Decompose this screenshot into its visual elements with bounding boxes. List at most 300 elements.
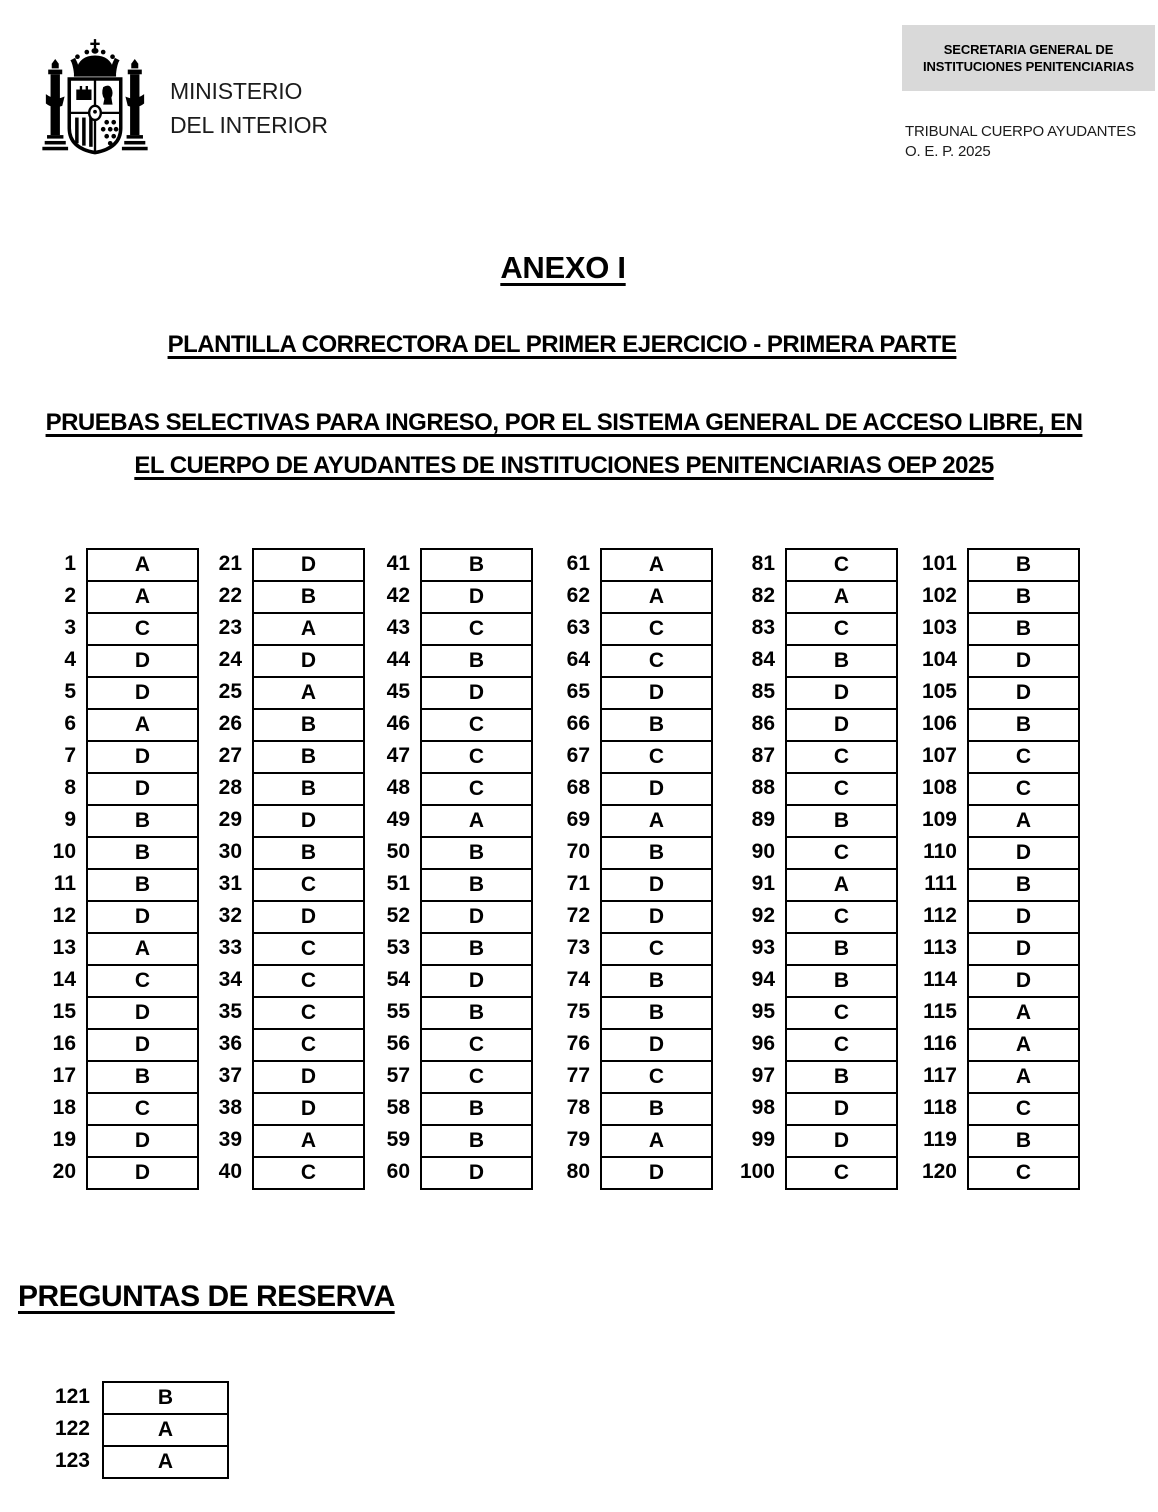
reserve-questions-title: PREGUNTAS DE RESERVA (18, 1280, 395, 1313)
annex-title: ANEXO I (500, 250, 626, 285)
reserve-answer-table (20, 1381, 229, 1479)
answer-cell: D (252, 804, 365, 838)
answer-row (30, 772, 199, 806)
question-number: 65 (566, 680, 590, 703)
answer-cell: C (86, 612, 199, 646)
answer-row (904, 772, 1080, 806)
question-number: 37 (218, 1064, 242, 1087)
answer-row (722, 932, 898, 966)
answer-cell: C (600, 1060, 713, 1094)
question-number: 57 (386, 1064, 410, 1087)
answer-cell: A (600, 548, 713, 582)
answer-row (196, 708, 365, 742)
answer-cell: B (967, 580, 1080, 614)
question-number: 91 (751, 872, 775, 895)
answer-cell: B (967, 612, 1080, 646)
question-number: 8 (64, 776, 76, 799)
answer-row (364, 1092, 533, 1126)
answer-cell: C (967, 1092, 1080, 1126)
answer-row (364, 708, 533, 742)
question-number: 89 (751, 808, 775, 831)
answer-row (904, 836, 1080, 870)
question-number: 105 (921, 680, 957, 703)
answer-row (544, 676, 713, 710)
question-number: 101 (921, 552, 957, 575)
answer-cell: A (86, 708, 199, 742)
question-number: 111 (924, 872, 957, 895)
question-number: 9 (64, 808, 76, 831)
answer-row (30, 868, 199, 902)
answer-row (544, 1028, 713, 1062)
answer-row (30, 644, 199, 678)
answer-cell: D (420, 900, 533, 934)
question-number: 7 (64, 744, 76, 767)
question-number: 14 (52, 968, 76, 991)
answer-cell: D (86, 996, 199, 1030)
question-number: 93 (751, 936, 775, 959)
answer-cell: B (86, 804, 199, 838)
answer-row (196, 836, 365, 870)
answer-cell: C (252, 1028, 365, 1062)
answer-grid-column (364, 548, 533, 1190)
answer-row (722, 772, 898, 806)
answer-row (544, 932, 713, 966)
question-number: 67 (566, 744, 590, 767)
question-number: 94 (751, 968, 775, 991)
answer-cell: C (600, 932, 713, 966)
secretaria-line2: INSTITUCIONES PENITENCIARIAS (923, 59, 1134, 74)
secretaria-general-box (902, 25, 1155, 91)
answer-cell: D (967, 900, 1080, 934)
answer-cell: C (967, 740, 1080, 774)
question-number: 44 (386, 648, 410, 671)
answer-cell: A (600, 580, 713, 614)
question-number: 64 (566, 648, 590, 671)
answer-row (722, 996, 898, 1030)
question-number: 62 (566, 584, 590, 607)
answer-cell: A (86, 548, 199, 582)
question-number: 61 (566, 552, 590, 575)
question-number: 32 (218, 904, 242, 927)
answer-cell: C (420, 612, 533, 646)
answer-cell: C (420, 708, 533, 742)
spain-coat-of-arms-icon (36, 38, 154, 162)
answer-cell: C (86, 964, 199, 998)
question-number: 16 (52, 1032, 76, 1055)
document-subtitle: PLANTILLA CORRECTORA DEL PRIMER EJERCICIO - PRIMERA PARTE (167, 331, 957, 358)
question-number: 26 (218, 712, 242, 735)
tribunal-line1: TRIBUNAL CUERPO AYUDANTES (905, 123, 1136, 140)
answer-cell: B (420, 644, 533, 678)
question-number: 78 (566, 1096, 590, 1119)
main-heading (0, 401, 1128, 487)
answer-cell: C (785, 996, 898, 1030)
answer-cell: C (252, 932, 365, 966)
question-number: 39 (218, 1128, 242, 1151)
question-number: 115 (923, 1000, 957, 1023)
question-number: 114 (923, 968, 957, 991)
answer-cell: A (420, 804, 533, 838)
answer-row (544, 708, 713, 742)
answer-cell: C (967, 772, 1080, 806)
answer-cell: D (252, 900, 365, 934)
answer-cell: B (785, 804, 898, 838)
ministry-line2: DEL INTERIOR (170, 112, 328, 138)
question-number: 47 (386, 744, 410, 767)
question-number: 97 (751, 1064, 775, 1087)
answer-row (30, 1060, 199, 1094)
answer-row (904, 996, 1080, 1030)
answer-row (196, 868, 365, 902)
question-number: 79 (566, 1128, 590, 1151)
answer-row (20, 1381, 229, 1415)
answer-row (722, 612, 898, 646)
question-number: 46 (386, 712, 410, 735)
answer-row (196, 964, 365, 998)
answer-row (722, 900, 898, 934)
answer-row (196, 900, 365, 934)
answer-cell: A (967, 804, 1080, 838)
question-number: 34 (218, 968, 242, 991)
main-heading-line1: PRUEBAS SELECTIVAS PARA INGRESO, POR EL SISTEMA GENERAL DE ACCESO LIBRE, EN (45, 409, 1083, 436)
question-number: 53 (386, 936, 410, 959)
question-number: 72 (566, 904, 590, 927)
answer-row (30, 676, 199, 710)
answer-cell: D (600, 772, 713, 806)
answer-row (364, 772, 533, 806)
answer-row (364, 804, 533, 838)
answer-row (30, 1028, 199, 1062)
answer-row (722, 1028, 898, 1062)
answer-cell: B (785, 1060, 898, 1094)
answer-cell: B (420, 868, 533, 902)
answer-row (30, 1124, 199, 1158)
answer-cell: D (86, 644, 199, 678)
answer-row (364, 740, 533, 774)
question-number: 52 (386, 904, 410, 927)
question-number: 19 (52, 1128, 76, 1151)
answer-cell: D (86, 772, 199, 806)
question-number: 63 (566, 616, 590, 639)
answer-cell: B (420, 932, 533, 966)
answer-row (364, 612, 533, 646)
answer-cell: B (420, 996, 533, 1030)
answer-cell: A (785, 868, 898, 902)
answer-cell: B (420, 1124, 533, 1158)
answer-cell: B (86, 1060, 199, 1094)
answer-row (544, 996, 713, 1030)
question-number: 71 (566, 872, 590, 895)
answer-cell: D (967, 932, 1080, 966)
question-number: 112 (923, 904, 957, 927)
question-number: 104 (921, 648, 957, 671)
answer-cell: D (420, 1156, 533, 1190)
question-number: 76 (566, 1032, 590, 1055)
question-number: 84 (751, 648, 775, 671)
answer-row (544, 964, 713, 998)
answer-row (544, 612, 713, 646)
answer-row (904, 580, 1080, 614)
answer-row (904, 804, 1080, 838)
answer-cell: D (967, 676, 1080, 710)
question-number: 30 (218, 840, 242, 863)
answer-cell: D (785, 1124, 898, 1158)
question-number: 102 (921, 584, 957, 607)
question-number: 20 (52, 1160, 76, 1183)
answer-cell: D (600, 676, 713, 710)
answer-cell: A (600, 804, 713, 838)
question-number: 56 (386, 1032, 410, 1055)
answer-cell: C (967, 1156, 1080, 1190)
answer-row (722, 1060, 898, 1094)
question-number: 88 (751, 776, 775, 799)
answer-row (904, 1028, 1080, 1062)
answer-cell: A (967, 1060, 1080, 1094)
answer-cell: D (252, 1092, 365, 1126)
answer-row (30, 708, 199, 742)
question-number: 117 (923, 1064, 957, 1087)
question-number: 122 (54, 1417, 90, 1440)
answer-cell: B (102, 1381, 229, 1415)
answer-cell: C (252, 1156, 365, 1190)
question-number: 95 (751, 1000, 775, 1023)
answer-cell: D (600, 1028, 713, 1062)
answer-row (904, 932, 1080, 966)
answer-row (364, 932, 533, 966)
answer-row (364, 1028, 533, 1062)
question-number: 6 (64, 712, 76, 735)
question-number: 96 (751, 1032, 775, 1055)
answer-grid-column (722, 548, 898, 1190)
answer-row (544, 1092, 713, 1126)
question-number: 66 (566, 712, 590, 735)
answer-row (30, 964, 199, 998)
answer-grid-column (196, 548, 365, 1190)
question-number: 107 (921, 744, 957, 767)
question-number: 21 (218, 552, 242, 575)
answer-cell: B (252, 708, 365, 742)
question-number: 50 (386, 840, 410, 863)
answer-cell: D (785, 1092, 898, 1126)
answer-row (904, 1156, 1080, 1190)
answer-row (904, 1124, 1080, 1158)
answer-row (364, 676, 533, 710)
answer-row (196, 996, 365, 1030)
question-number: 116 (923, 1032, 957, 1055)
answer-row (364, 580, 533, 614)
answer-row (722, 836, 898, 870)
answer-row (30, 804, 199, 838)
answer-row (364, 836, 533, 870)
answer-row (722, 804, 898, 838)
question-number: 80 (566, 1160, 590, 1183)
answer-cell: C (785, 548, 898, 582)
answer-row (364, 996, 533, 1030)
answer-row (196, 580, 365, 614)
answer-row (20, 1445, 229, 1479)
answer-grid-column (544, 548, 713, 1190)
question-number: 81 (751, 552, 775, 575)
answer-row (544, 580, 713, 614)
question-number: 28 (218, 776, 242, 799)
answer-row (30, 612, 199, 646)
answer-cell: C (785, 772, 898, 806)
answer-row (904, 1060, 1080, 1094)
answer-cell: D (420, 676, 533, 710)
answer-row (30, 580, 199, 614)
question-number: 2 (64, 584, 76, 607)
answer-cell: B (252, 772, 365, 806)
answer-cell: D (967, 964, 1080, 998)
answer-cell: C (785, 1156, 898, 1190)
question-number: 36 (218, 1032, 242, 1055)
answer-cell: D (86, 740, 199, 774)
answer-row (722, 676, 898, 710)
answer-row (722, 548, 898, 582)
answer-row (196, 612, 365, 646)
answer-cell: A (252, 676, 365, 710)
answer-row (722, 1124, 898, 1158)
answer-cell: B (785, 932, 898, 966)
answer-row (196, 772, 365, 806)
answer-cell: D (600, 868, 713, 902)
answer-row (722, 868, 898, 902)
question-number: 82 (751, 584, 775, 607)
answer-row (30, 900, 199, 934)
question-number: 92 (751, 904, 775, 927)
question-number: 68 (566, 776, 590, 799)
question-number: 120 (921, 1160, 957, 1183)
question-number: 113 (923, 936, 957, 959)
ministry-name (170, 74, 328, 142)
answer-cell: A (600, 1124, 713, 1158)
question-number: 87 (751, 744, 775, 767)
question-number: 75 (566, 1000, 590, 1023)
answer-cell: C (420, 740, 533, 774)
answer-cell: B (420, 548, 533, 582)
question-number: 83 (751, 616, 775, 639)
answer-row (722, 964, 898, 998)
answer-row (196, 1124, 365, 1158)
answer-row (364, 548, 533, 582)
answer-cell: B (600, 708, 713, 742)
answer-cell: A (252, 1124, 365, 1158)
answer-row (364, 1156, 533, 1190)
answer-row (544, 868, 713, 902)
answer-row (904, 708, 1080, 742)
question-number: 98 (751, 1096, 775, 1119)
question-number: 121 (54, 1385, 90, 1408)
question-number: 40 (218, 1160, 242, 1183)
answer-cell: D (600, 1156, 713, 1190)
answer-row (20, 1413, 229, 1447)
answer-cell: B (252, 740, 365, 774)
answer-cell: C (785, 836, 898, 870)
answer-row (904, 740, 1080, 774)
question-number: 77 (566, 1064, 590, 1087)
answer-cell: D (785, 708, 898, 742)
answer-cell: D (86, 1028, 199, 1062)
answer-row (904, 900, 1080, 934)
question-number: 106 (921, 712, 957, 735)
question-number: 108 (921, 776, 957, 799)
answer-cell: C (86, 1092, 199, 1126)
answer-row (364, 900, 533, 934)
answer-row (196, 548, 365, 582)
question-number: 31 (218, 872, 242, 895)
answer-row (544, 1156, 713, 1190)
answer-cell: D (86, 1124, 199, 1158)
answer-row (364, 964, 533, 998)
answer-cell: B (86, 868, 199, 902)
answer-row (722, 644, 898, 678)
question-number: 29 (218, 808, 242, 831)
answer-cell: D (420, 964, 533, 998)
question-number: 90 (751, 840, 775, 863)
question-number: 60 (386, 1160, 410, 1183)
answer-cell: A (967, 996, 1080, 1030)
answer-row (904, 1092, 1080, 1126)
answer-row (196, 1028, 365, 1062)
answer-row (544, 740, 713, 774)
answer-row (196, 932, 365, 966)
answer-row (544, 1060, 713, 1094)
question-number: 45 (386, 680, 410, 703)
answer-row (904, 964, 1080, 998)
answer-cell: B (967, 868, 1080, 902)
question-number: 27 (218, 744, 242, 767)
answer-row (30, 740, 199, 774)
main-heading-line2: EL CUERPO DE AYUDANTES DE INSTITUCIONES PENITENCIARIAS OEP 2025 (134, 452, 994, 479)
question-number: 55 (386, 1000, 410, 1023)
answer-cell: B (252, 836, 365, 870)
question-number: 103 (921, 616, 957, 639)
question-number: 123 (54, 1449, 90, 1472)
answer-row (544, 548, 713, 582)
question-number: 109 (921, 808, 957, 831)
question-number: 73 (566, 936, 590, 959)
question-number: 86 (751, 712, 775, 735)
answer-cell: C (420, 1060, 533, 1094)
question-number: 10 (52, 840, 76, 863)
answer-cell: D (252, 548, 365, 582)
answer-cell: D (420, 580, 533, 614)
answer-cell: B (600, 996, 713, 1030)
answer-cell: D (86, 1156, 199, 1190)
question-number: 22 (218, 584, 242, 607)
answer-cell: C (252, 868, 365, 902)
answer-cell: B (785, 964, 898, 998)
question-number: 43 (386, 616, 410, 639)
answer-cell: C (252, 964, 365, 998)
answer-row (364, 868, 533, 902)
answer-cell: A (785, 580, 898, 614)
answer-cell: D (600, 900, 713, 934)
question-number: 33 (218, 936, 242, 959)
answer-row (30, 548, 199, 582)
question-number: 18 (52, 1096, 76, 1119)
tribunal-line2: O. E. P. 2025 (905, 143, 991, 160)
question-number: 70 (566, 840, 590, 863)
question-number: 38 (218, 1096, 242, 1119)
answer-grid (0, 548, 1158, 1198)
answer-row (904, 868, 1080, 902)
answer-cell: C (785, 612, 898, 646)
answer-cell: C (785, 1028, 898, 1062)
answer-row (196, 676, 365, 710)
answer-cell: A (86, 932, 199, 966)
question-number: 48 (386, 776, 410, 799)
